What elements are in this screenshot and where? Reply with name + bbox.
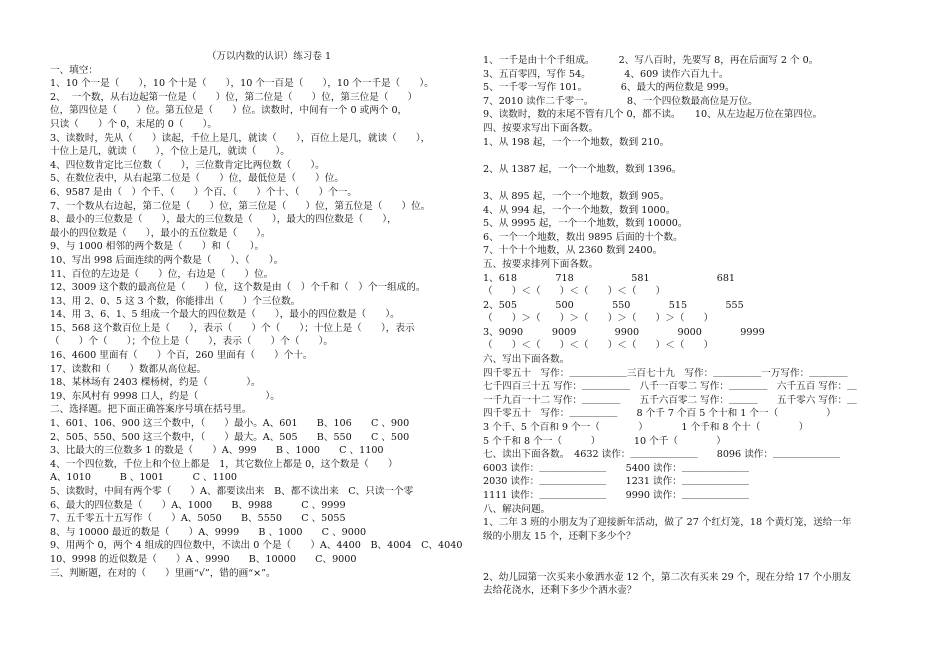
worksheet-line: 6、9587 是由（ ）个千、（ ）个百、（ ）个十、（ ）个一。 — [50, 186, 357, 198]
worksheet-line: 3、9090 9009 9900 9000 9999 — [483, 326, 765, 338]
answer-space — [483, 176, 903, 190]
worksheet-line: 16、4600 里面有（ ）个百，260 里面有（ ）个十。 — [50, 350, 313, 362]
worksheet-line: 1、618 718 581 681 — [483, 272, 736, 284]
answer-space — [483, 543, 903, 570]
left-column — [50, 50, 468, 580]
left-lines — [50, 64, 468, 581]
worksheet-line: 7、五千零五十五写作（ ）A、5050 B、5550 C 、5055 — [50, 513, 346, 525]
worksheet-line: 3、比最大的三位数多 1 的数是（ ）A、999 B 、1000 C 、1100 — [50, 445, 384, 457]
right-mid-lines — [483, 163, 903, 177]
right-bottom-lines — [483, 571, 903, 598]
right-top-lines — [483, 54, 903, 149]
worksheet-line: 级的小朋友 15 个，还剩下多少个？ — [483, 530, 636, 542]
worksheet-line: 9、读数时，数的末尾不管有几个 0，都不读。 10、从左边起万位在第四位。 — [483, 109, 823, 121]
worksheet-line: （ ）＜（ ）＜（ ）＜（ ） — [483, 286, 666, 298]
worksheet-line: 1、从 198 起，一个一个地数，数到 210。 — [483, 136, 670, 148]
worksheet-line: 6、最大的四位数是（ ）A、1000 B、9988 C 、9999 — [50, 499, 346, 511]
right-column — [483, 54, 903, 598]
worksheet-line: 1、601、106、900 这三个数中，（ ）最小。A、601 B、106 C 、900 — [50, 418, 410, 430]
worksheet-line: 4、从 994 起，一个一个地数，数到 1000。 — [483, 204, 676, 216]
worksheet-line: 9、与 1000 相邻的两个数是（ ）和（ ）。 — [50, 241, 265, 253]
worksheet-line: 6、一个一个地数，数出 9895 后面的十个数。 — [483, 231, 683, 243]
worksheet-line: 11、百位的左边是（ ）位，右边是（ ）位。 — [50, 268, 274, 280]
worksheet-line: （ ）＜（ ）＜（ ）＜（ ）＜（ ） — [483, 340, 714, 352]
worksheet-line: 3、读数时，先从（ ）读起，千位上是几，就读（ ），百位上是几，就读（ ）， — [50, 132, 431, 144]
worksheet-line: 8、与 10000 最近的数是（ ）A、9999 B 、1000 C 、9000 — [50, 526, 367, 538]
worksheet-line: 1、10 个一是（ ），10 个十是（ ），10 个一百是（ ），10 个一千是（ ）。 — [50, 78, 434, 90]
worksheet-line: 一千九百一十二 写作：＿＿＿＿ 五千六百零二 写作：＿＿＿ 五千零六 写作：＿ — [483, 394, 857, 406]
worksheet-line: 9、用两个 0，两个 4 组成的四位数中，不读出 0 个是（ ）A、4400 B、4004 C、4040 — [50, 540, 463, 552]
worksheet-line: 只读（ ）个 0，末尾的 0（ ）。 — [50, 118, 218, 130]
worksheet-line: 10、写出 998 后面连续的两个数是（ ）、（ ）。 — [50, 254, 284, 266]
worksheet-line: 18、某林场有 2403 棵杨树，约是（ ）。 — [50, 377, 261, 389]
worksheet-line: 2、从 1387 起，一个一个地数，数到 1396。 — [483, 163, 682, 175]
worksheet-line: 8、最小的三位数是（ ），最大的三位数是（ ），最大的四位数是（ ）， — [50, 214, 397, 226]
worksheet-line: 6003 读作：＿＿＿＿＿＿＿ 5400 读作：＿＿＿＿＿＿＿ — [483, 462, 749, 474]
worksheet-line: 五、按要求排列下面各数。 — [483, 258, 599, 270]
worksheet-line: 12、3009 这个数的最高位是（ ）位，这个数是由（ ）个千和（ ）个一组成的。 — [50, 282, 426, 294]
worksheet-line: 1、一千是由十个千组成。 2、写八百时，先要写 8，再在后面写 2 个 0。 — [483, 55, 819, 66]
worksheet-line: 3 个千、5 个百和 9 个一（ ） 1 个千和 8 个十（ ） — [483, 422, 809, 434]
worksheet-line: 最小的四位数是（ ），最小的五位数是（ ）。 — [50, 227, 271, 239]
worksheet-line: 十位上是几，就读（ ），个位上是几，就读（ ）。 — [50, 146, 290, 158]
right-count-lines — [483, 190, 903, 543]
worksheet-line: 一、填空： — [50, 64, 98, 76]
worksheet-line: （ ）个（ ）；个位上是（ ），表示（ ）个（ ）。 — [50, 336, 334, 348]
worksheet-line: 去给花浇水，还剩下多少个洒水壶？ — [483, 585, 637, 597]
worksheet-line: 二、选择题。把下面正确答案序号填在括号里。 — [50, 404, 252, 416]
worksheet-line: 2、 一个数，从右边起第一位是（ ）位，第二位是（ ）位，第三位是（ ） — [50, 91, 418, 103]
worksheet-line: 10、9998 的近似数是（ ）A 、9990 B、10000 C、9000 — [50, 553, 357, 565]
worksheet-line: 5、从 9995 起，一个一个地数，数到 10000。 — [483, 218, 688, 230]
answer-space — [483, 149, 903, 163]
worksheet-line: 六、写出下面各数。 — [483, 354, 570, 366]
worksheet-line: 七千四百三十五 写作：＿＿＿＿＿ 八千一百零二 写作：＿＿＿＿ 六千五百 写作：＿ — [483, 381, 857, 393]
worksheet-line: 7、一个数从右边起，第二位是（ ）位，第三位是（ ）位，第五位是（ ）位。 — [50, 200, 431, 212]
worksheet-line: 2、幼儿园第一次买来小象洒水壶 12 个，第二次有买来 29 个，现在分给 17 个小朋友 — [483, 571, 852, 583]
worksheet-line: 七、读出下面各数。 4632 读作：＿＿＿＿＿＿＿ 8096 读作：＿＿＿＿＿＿＿ — [483, 449, 841, 461]
worksheet-line: 四千零五十 写作：＿＿＿＿＿ 8 个千 7 个百 5 个十和 1 个一（ ） — [483, 408, 836, 420]
worksheet-line: 四、按要求写出下面各数。 — [483, 122, 599, 134]
worksheet-line: 5、读数时，中间有两个零（ ）A、都要读出来 B、都不读出来 C、只读一个零 — [50, 486, 414, 497]
worksheet-line: 13、用 2、0、5 这 3 个数，你能排出（ ）个三位数。 — [50, 295, 301, 307]
worksheet-line: 14、用 3、6、1、5 组成一个最大的四位数是（ ），最小的四位数是（ ）。 — [50, 309, 400, 321]
worksheet-line: 八、解决问题。 — [483, 503, 551, 515]
worksheet-line: 5、一千零一写作 101。 6、最大的两位数是 999。 — [483, 82, 735, 94]
worksheet-line: A、1010 B 、1001 C 、1100 — [50, 472, 238, 484]
worksheet-title: （万以内数的认识）练习卷 1 — [206, 51, 332, 62]
worksheet-line: 2、505、550、500 这三个数中，（ ）最大。A、505 B、550 C 、500 — [50, 431, 410, 443]
worksheet-line: 1、二年 3 班的小朋友为了迎接新年活动，做了 27 个红灯笼，18 个黄灯笼，送给一年 — [483, 517, 852, 529]
worksheet-line: 4、四位数肯定比三位数（ ），三位数肯定比两位数（ ）。 — [50, 159, 325, 171]
worksheet-line: 7、2010 读作二千零一。 8、一个四位数最高位是万位。 — [483, 95, 758, 107]
worksheet-line: 15、568 这个数百位上是（ ），表示（ ）个（ ）；十位上是（ ），表示 — [50, 322, 415, 334]
worksheet-line: 三、判断题，在对的（ ）里画“√”，错的画“×”。 — [50, 567, 276, 579]
worksheet-line: 位，第四位是（ ）位。第五位是（ ）位。读数时，中间有一个 0 或两个 0， — [50, 105, 408, 117]
worksheet-line: 4、一个四位数，千位上和个位上都是 1，其它数位上都是 0，这个数是（ ） — [50, 458, 398, 470]
worksheet-line: 7、十个十个地数，从 2360 数到 2400。 — [483, 245, 663, 257]
worksheet-line: 17、读数和（ ）数都从高位起。 — [50, 363, 207, 375]
worksheet-line: （ ）＞（ ）＞（ ）＞（ ）＞（ ） — [483, 313, 714, 325]
worksheet-line: 3、五百零四，写作 54。 4、609 读作六百九十。 — [483, 68, 729, 80]
worksheet-line: 3、从 895 起，一个一个地数，数到 905。 — [483, 190, 670, 202]
worksheet-line: 2030 读作：＿＿＿＿＿＿＿ 1231 读作：＿＿＿＿＿＿＿ — [483, 476, 749, 488]
worksheet-line: 2、505 500 550 515 555 — [483, 299, 744, 311]
worksheet-line: 5 个千和 8 个一（ ） 10 个千（ ） — [483, 435, 726, 447]
worksheet-line: 5、在数位表中，从右起第二位是（ ）位，最低位是（ ）位。 — [50, 173, 344, 185]
worksheet-line: 四千零五十 写作：＿＿＿＿＿＿三百七十九 写作：＿＿＿＿＿一万写作：＿＿＿＿ — [483, 367, 848, 379]
worksheet-line: 1111 读作：＿＿＿＿＿＿＿ 9990 读作：＿＿＿＿＿＿＿ — [483, 490, 749, 501]
worksheet-line: 19、东风村有 9998 口人，约是（ ）。 — [50, 390, 280, 402]
